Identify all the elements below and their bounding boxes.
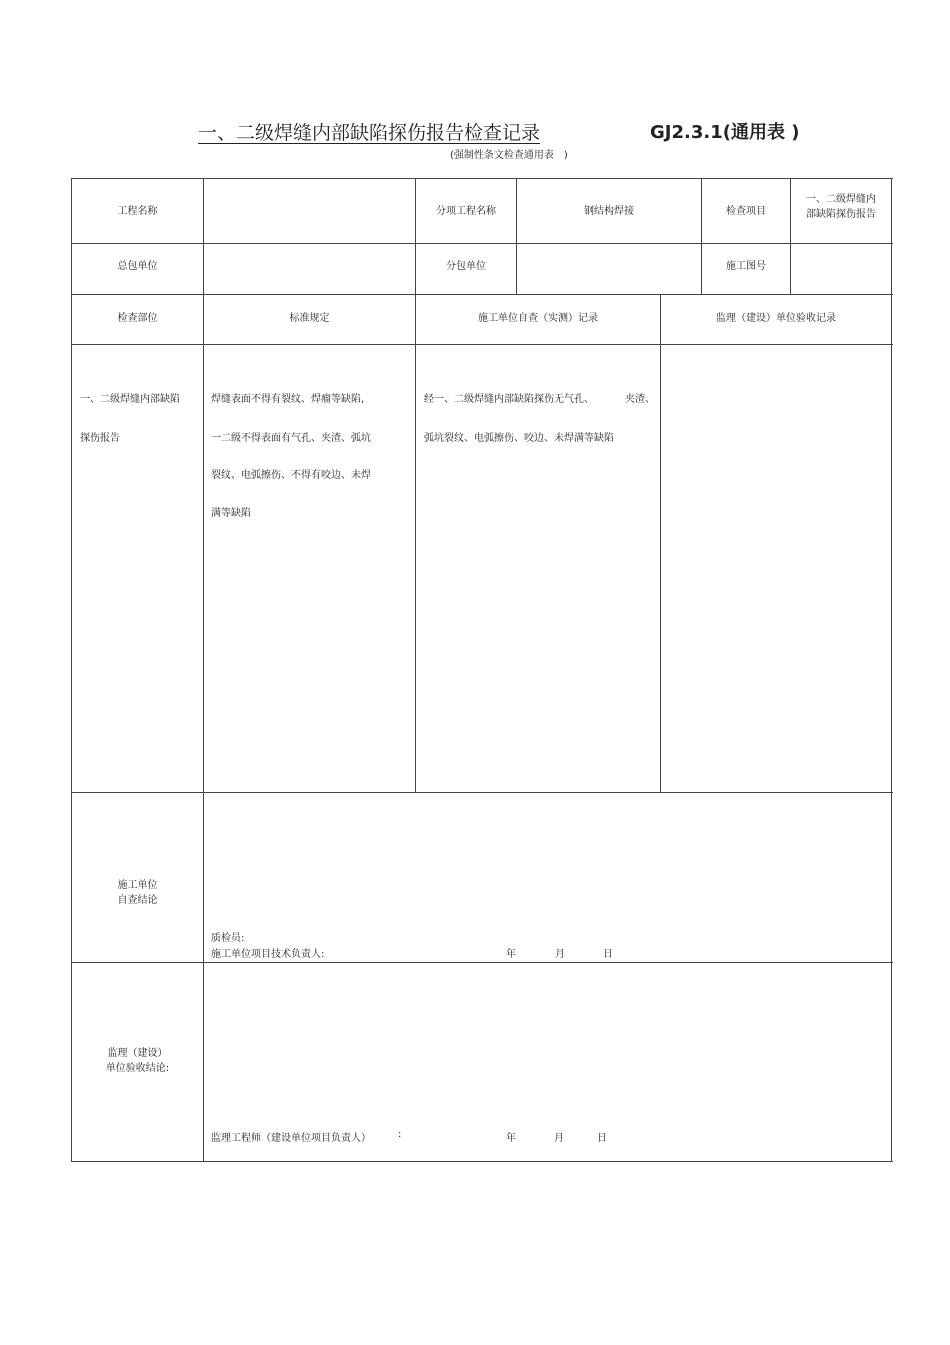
check-item-value-line: 一、二级焊缝内 [806, 194, 876, 205]
sub-project-label: 分项工程名称 [436, 205, 496, 217]
supervising-engineer-label: 监理工程师（建设单位项目负责人） [211, 1133, 371, 1144]
table-border-bottom [71, 1161, 893, 1162]
tech-leader-label: 施工单位项目技术负责人: [211, 949, 325, 960]
supervising-engineer-colon: : [398, 1129, 402, 1140]
page-title: 一、二级焊缝内部缺陷探伤报告检查记录 [198, 122, 541, 144]
standard-header: 标准规定 [289, 312, 330, 324]
acceptance-day-label: 日 [597, 1133, 607, 1144]
project-name-label: 工程名称 [117, 205, 158, 217]
table-border-right [891, 178, 892, 1162]
row-divider [71, 792, 893, 793]
check-item-field[interactable] [791, 179, 891, 235]
self-check-record-line: 夹渣、 [625, 394, 655, 405]
row-divider [71, 962, 893, 963]
conclusion-year-label: 年 [506, 949, 516, 960]
project-name-field[interactable] [204, 179, 415, 243]
drawing-number-label: 施工图号 [726, 260, 766, 272]
self-check-conclusion-label [72, 875, 203, 911]
self-check-header: 施工单位自查（实测）记录 [478, 312, 598, 324]
supervision-header: 监理（建设）单位验收记录 [716, 312, 836, 324]
acceptance-label-line: 单位验收结论: [105, 1063, 170, 1074]
conclusion-month-label: 月 [555, 949, 565, 960]
standard-line: 焊缝表面不得有裂纹、焊瘤等缺陷, [211, 394, 365, 405]
conclusion-label-line: 自查结论 [117, 895, 158, 906]
check-location-line: 一、二级焊缝内部缺陷 [80, 394, 180, 405]
standard-line: 一二级不得表面有气孔、夹渣、弧坑 [211, 433, 371, 444]
drawing-number-field[interactable] [791, 244, 891, 288]
conclusion-day-label: 日 [603, 949, 613, 960]
check-location-line: 探伤报告 [80, 433, 120, 444]
inspector-label: 质检员: [211, 933, 245, 944]
check-item-value-line: 部缺陷探伤报告 [806, 209, 876, 220]
form-code: GJ2.3.1(通用表 ) [650, 122, 800, 143]
sub-project-field[interactable]: 钢结构焊接 [584, 205, 634, 217]
self-check-record-line: 经一、二级焊缝内部缺陷探伤无气孔、 [424, 394, 594, 405]
general-contractor-field[interactable] [204, 244, 415, 288]
acceptance-label-line: 监理（建设） [107, 1048, 168, 1059]
check-location-header: 检查部位 [117, 312, 158, 324]
standard-line: 裂纹、电弧擦伤、不得有咬边、未焊 [211, 470, 371, 481]
subcontractor-field[interactable] [517, 244, 701, 288]
acceptance-conclusion-label [72, 1043, 203, 1079]
check-item-label: 检查项目 [726, 205, 766, 217]
general-contractor-label: 总包单位 [117, 260, 158, 272]
conclusion-label-line: 施工单位 [117, 880, 158, 891]
self-check-record-line: 弧坑裂纹、电弧擦伤、咬边、未焊满等缺陷 [424, 433, 614, 444]
acceptance-year-label: 年 [506, 1133, 516, 1144]
acceptance-month-label: 月 [554, 1133, 564, 1144]
subcontractor-label: 分包单位 [446, 260, 486, 272]
page-subtitle: (强制性条文检查通用表 ) [450, 150, 568, 161]
standard-line: 满等缺陷 [211, 508, 251, 519]
supervision-record-field[interactable] [661, 345, 891, 792]
